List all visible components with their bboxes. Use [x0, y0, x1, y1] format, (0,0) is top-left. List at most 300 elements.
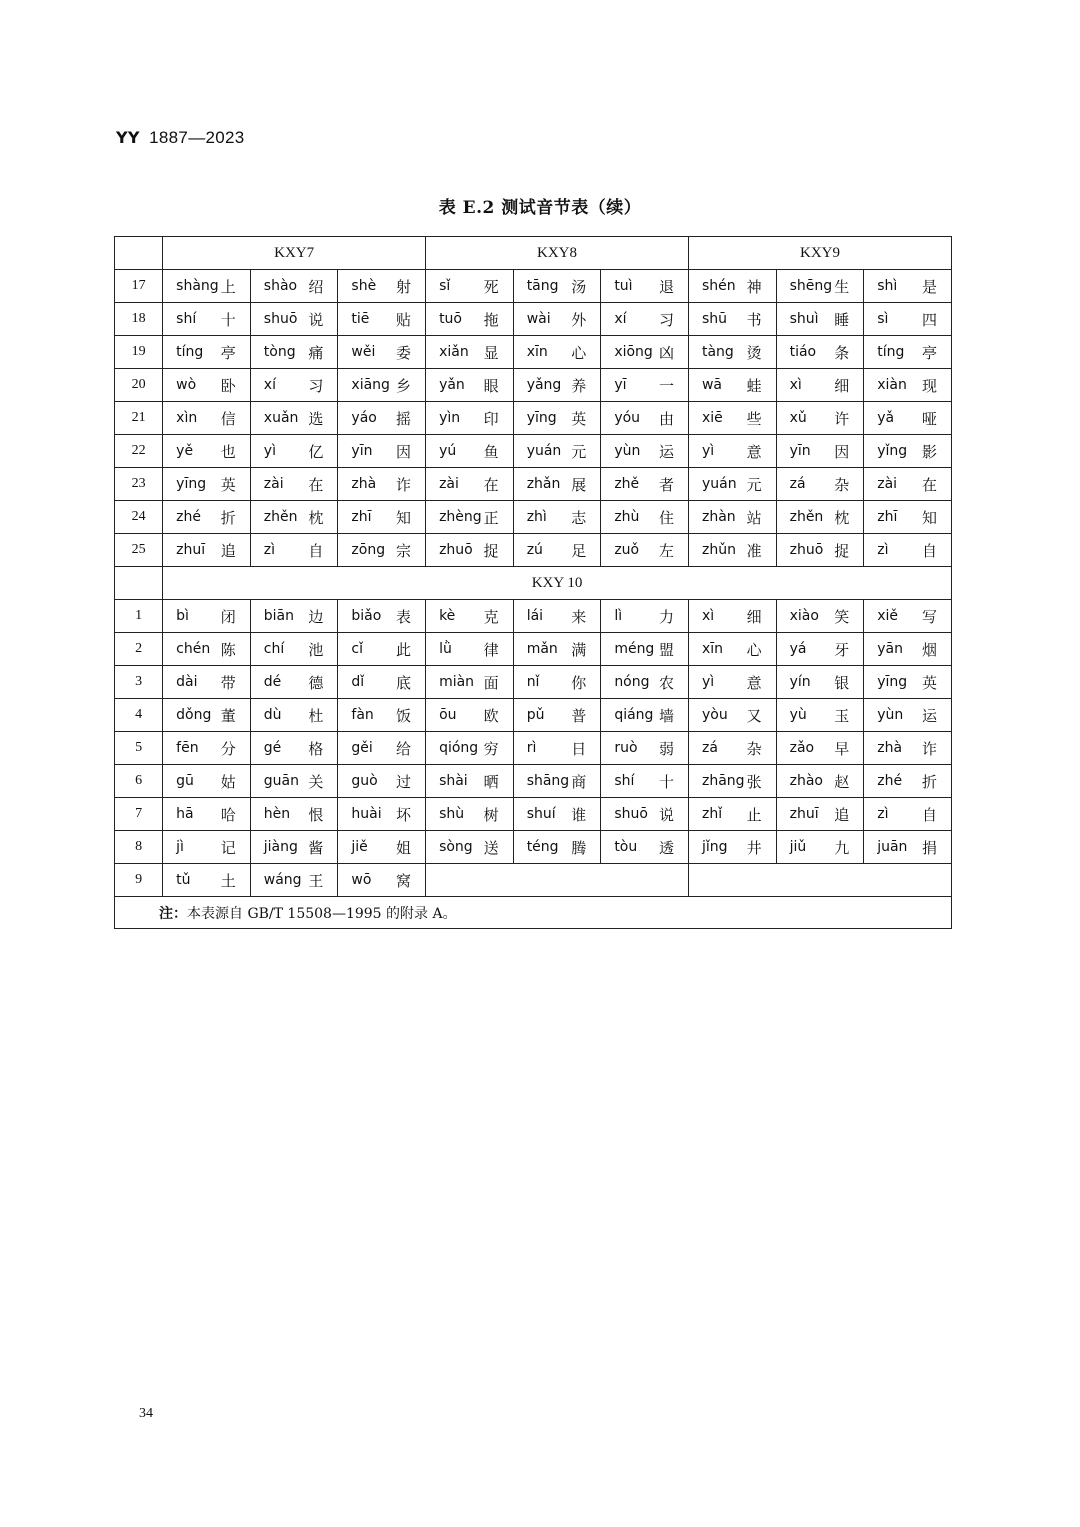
pinyin: xìn: [176, 410, 198, 426]
hanzi: 生: [834, 277, 850, 296]
hanzi: 满: [571, 640, 587, 659]
hanzi: 表: [396, 607, 412, 626]
pinyin: tòu: [614, 839, 638, 855]
hanzi: 英: [220, 475, 236, 494]
pinyin: tíng: [176, 344, 204, 360]
hanzi: 折: [921, 772, 937, 791]
table-row: [115, 633, 952, 666]
syllable-cell: [163, 435, 251, 468]
pinyin: guān: [263, 773, 299, 789]
hanzi: 谁: [571, 805, 587, 824]
hanzi: 又: [746, 706, 762, 725]
pinyin: zhǎn: [526, 476, 561, 492]
syllable-cell: [250, 864, 338, 897]
pinyin: zá: [789, 476, 806, 492]
syllable-cell: [513, 534, 601, 567]
pinyin: sì: [877, 311, 889, 327]
pinyin: yě: [176, 443, 194, 459]
syllable-cell: [864, 303, 952, 336]
syllable-cell: [426, 468, 514, 501]
syllable-cell: [513, 435, 601, 468]
hanzi: 拖: [483, 310, 499, 329]
pinyin: chí: [263, 641, 285, 657]
table-row: [115, 402, 952, 435]
syllable-cell: [250, 534, 338, 567]
row-number: 24: [115, 501, 163, 534]
pinyin: biān: [263, 608, 295, 624]
pinyin: sòng: [439, 839, 473, 855]
hanzi: 止: [746, 805, 762, 824]
pinyin: xuǎn: [263, 410, 299, 426]
syllable-cell: [688, 600, 776, 633]
pinyin: dé: [263, 674, 282, 690]
pinyin: xí: [614, 311, 627, 327]
syllable-cell: [250, 666, 338, 699]
syllable-cell: [601, 270, 689, 303]
syllable-cell: [688, 699, 776, 732]
syllable-cell: [776, 435, 864, 468]
syllable-cell: [776, 336, 864, 369]
hanzi: 早: [834, 739, 850, 758]
hanzi: 窝: [396, 871, 412, 890]
syllable-cell: [250, 831, 338, 864]
pinyin: gěi: [351, 740, 373, 756]
syllable-cell: [250, 600, 338, 633]
syllable-cell: [864, 600, 952, 633]
pinyin: téng: [526, 839, 559, 855]
syllable-cell: [250, 501, 338, 534]
hanzi: 折: [220, 508, 236, 527]
pinyin: zá: [701, 740, 718, 756]
syllable-cell: [601, 501, 689, 534]
pinyin: nóng: [614, 674, 650, 690]
row-number: 4: [115, 699, 163, 732]
syllable-cell: [601, 633, 689, 666]
pinyin: tuì: [614, 278, 633, 294]
pinyin: ruò: [614, 740, 638, 756]
syllable-cell: [776, 468, 864, 501]
hanzi: 杂: [746, 739, 762, 758]
group-title: KXY 10: [163, 567, 952, 600]
syllable-cell: [163, 765, 251, 798]
syllable-cell: [426, 435, 514, 468]
pinyin: tiáo: [789, 344, 817, 360]
pinyin: shè: [351, 278, 377, 294]
hanzi: 此: [396, 640, 412, 659]
pinyin: lǜ: [439, 641, 452, 657]
hanzi: 英: [571, 409, 587, 428]
note-label: 注：: [159, 905, 187, 922]
pinyin: biǎo: [351, 608, 382, 624]
row-number: 7: [115, 798, 163, 831]
pinyin: nǐ: [526, 674, 540, 690]
syllable-cell: [338, 864, 426, 897]
pinyin: cǐ: [351, 641, 363, 657]
syllable-cell: [601, 798, 689, 831]
syllable-cell: [513, 501, 601, 534]
hanzi: 选: [308, 409, 324, 428]
syllable-cell: [513, 336, 601, 369]
hanzi: 过: [396, 772, 412, 791]
pinyin: yīn: [789, 443, 811, 459]
hanzi: 在: [483, 475, 499, 494]
hanzi: 心: [571, 343, 587, 362]
hanzi: 来: [571, 607, 587, 626]
pinyin: zhé: [176, 509, 201, 525]
pinyin: zhèng: [439, 509, 482, 525]
pinyin: yīng: [176, 476, 207, 492]
pinyin: jiàng: [263, 839, 298, 855]
pinyin: guò: [351, 773, 378, 789]
syllable-cell: [426, 732, 514, 765]
pinyin: shì: [877, 278, 898, 294]
pinyin: shí: [614, 773, 635, 789]
syllable-cell: [338, 336, 426, 369]
table-row: [115, 501, 952, 534]
pinyin: yóu: [614, 410, 641, 426]
pinyin: zhuō: [439, 542, 473, 558]
pinyin: wò: [176, 377, 197, 393]
hanzi: 董: [220, 706, 236, 725]
hanzi: 也: [220, 442, 236, 461]
note-row: [115, 897, 952, 929]
pinyin: shuō: [614, 806, 648, 822]
hanzi: 捐: [921, 838, 937, 857]
hanzi: 意: [746, 442, 762, 461]
hanzi: 运: [921, 706, 937, 725]
pinyin: zhěn: [263, 509, 298, 525]
table-row: [115, 435, 952, 468]
syllable-cell: [776, 402, 864, 435]
hanzi: 养: [571, 376, 587, 395]
syllable-cell: [426, 270, 514, 303]
pinyin: yǎng: [526, 377, 562, 393]
syllable-cell: [250, 798, 338, 831]
hanzi: 亿: [308, 442, 324, 461]
syllable-cell: [338, 270, 426, 303]
syllable-cell: [426, 699, 514, 732]
pinyin: shū: [701, 311, 728, 327]
hanzi: 带: [220, 673, 236, 692]
syllable-cell: [513, 468, 601, 501]
row-number: 18: [115, 303, 163, 336]
pinyin: shù: [439, 806, 465, 822]
table-caption: 表 E.2 测试音节表（续）: [438, 198, 642, 218]
pinyin: zhuī: [176, 542, 206, 558]
hanzi: 知: [921, 508, 937, 527]
syllable-cell: [426, 633, 514, 666]
group-header-row: [115, 237, 952, 270]
hanzi: 因: [834, 442, 850, 461]
hanzi: 姑: [220, 772, 236, 791]
pinyin: yuán: [526, 443, 562, 459]
hanzi: 烫: [746, 343, 762, 362]
pinyin: yùn: [614, 443, 641, 459]
hanzi: 左: [658, 541, 674, 560]
syllable-cell: [338, 765, 426, 798]
hanzi: 亭: [220, 343, 236, 362]
pinyin: fàn: [351, 707, 374, 723]
syllable-cell: [250, 732, 338, 765]
hanzi: 细: [746, 607, 762, 626]
table-row: [115, 732, 952, 765]
pinyin: yín: [789, 674, 811, 690]
pinyin: zhī: [351, 509, 372, 525]
pinyin: yú: [439, 443, 457, 459]
pinyin: yīng: [526, 410, 557, 426]
hanzi: 条: [834, 343, 850, 362]
pinyin: hā: [176, 806, 194, 822]
pinyin: xiàn: [877, 377, 907, 393]
pinyin: wō: [351, 872, 372, 888]
pinyin: shào: [263, 278, 298, 294]
syllable-cell: [601, 699, 689, 732]
syllable-cell: [513, 666, 601, 699]
pinyin: yùn: [877, 707, 904, 723]
row-number: 21: [115, 402, 163, 435]
syllable-cell: [338, 402, 426, 435]
table-row: [115, 765, 952, 798]
pinyin: shài: [439, 773, 468, 789]
pinyin: shuí: [526, 806, 556, 822]
syllable-cell: [163, 666, 251, 699]
page-number: 34: [139, 1406, 153, 1421]
pinyin: zhǐ: [701, 806, 723, 822]
pinyin: xì: [789, 377, 802, 393]
pinyin: tàng: [701, 344, 734, 360]
hanzi: 亭: [921, 343, 937, 362]
pinyin: jǐng: [701, 839, 728, 855]
pinyin: méng: [614, 641, 655, 657]
syllable-cell: [338, 369, 426, 402]
syllable-cell: [688, 270, 776, 303]
row-number: 1: [115, 600, 163, 633]
syllable-cell: [163, 501, 251, 534]
syllable-cell: [776, 369, 864, 402]
pinyin: dǐ: [351, 674, 365, 690]
syllable-cell: [601, 303, 689, 336]
hanzi: 德: [308, 673, 324, 692]
group-title: KXY8: [426, 237, 689, 270]
syllable-cell: [601, 369, 689, 402]
syllable-cell: [513, 600, 601, 633]
table-row: [115, 831, 952, 864]
hanzi: 晒: [483, 772, 499, 791]
pinyin: zhì: [526, 509, 547, 525]
syllable-cell: [426, 798, 514, 831]
syllable-cell: [426, 666, 514, 699]
pinyin: yì: [701, 443, 715, 459]
syllable-cell: [688, 369, 776, 402]
hanzi: 现: [921, 376, 937, 395]
syllable-cell: [163, 534, 251, 567]
group-title: KXY9: [688, 237, 951, 270]
syllable-cell: [864, 732, 952, 765]
pinyin: tāng: [526, 278, 559, 294]
pinyin: xiào: [789, 608, 819, 624]
hanzi: 足: [571, 541, 587, 560]
pinyin: zhǔn: [701, 542, 736, 558]
syllable-cell: [338, 501, 426, 534]
hanzi: 关: [308, 772, 324, 791]
syllable-cell: [250, 699, 338, 732]
syllable-cell: [426, 336, 514, 369]
hanzi: 痛: [308, 343, 324, 362]
pinyin: shuō: [263, 311, 298, 327]
pinyin: zhuī: [789, 806, 819, 822]
pinyin: zhào: [789, 773, 823, 789]
syllable-cell: [513, 270, 601, 303]
hanzi: 杂: [834, 475, 850, 494]
pinyin: yī: [614, 377, 627, 393]
syllable-cell: [601, 402, 689, 435]
hanzi: 信: [220, 409, 236, 428]
syllable-cell: [426, 831, 514, 864]
syllable-cell: [688, 435, 776, 468]
hanzi: 边: [308, 607, 324, 626]
hanzi: 哑: [921, 409, 937, 428]
hanzi: 墙: [658, 706, 674, 725]
hanzi: 因: [396, 442, 412, 461]
syllable-cell: [776, 732, 864, 765]
hanzi: 穷: [483, 739, 499, 758]
hanzi: 哈: [220, 805, 236, 824]
syllable-cell: [513, 633, 601, 666]
hanzi: 追: [220, 541, 236, 560]
hanzi: 牙: [834, 640, 850, 659]
row-number: 5: [115, 732, 163, 765]
syllable-cell: [776, 633, 864, 666]
pinyin: huài: [351, 806, 382, 822]
hanzi: 追: [834, 805, 850, 824]
syllable-cell: [601, 435, 689, 468]
syllable-cell: [163, 336, 251, 369]
syllable-cell: [688, 765, 776, 798]
group-title: KXY7: [163, 237, 426, 270]
pinyin: jiǔ: [789, 839, 807, 855]
pinyin: zuǒ: [614, 542, 640, 558]
hanzi: 十: [220, 310, 236, 329]
hanzi: 赵: [834, 772, 850, 791]
pinyin: tòng: [263, 344, 296, 360]
row-number: 17: [115, 270, 163, 303]
syllable-cell: [864, 633, 952, 666]
hanzi: 自: [921, 805, 937, 824]
hanzi: 自: [921, 541, 937, 560]
pinyin: yǎ: [877, 410, 895, 426]
pinyin: yǐng: [877, 443, 908, 459]
table-row: [115, 336, 952, 369]
syllable-cell: [513, 699, 601, 732]
syllable-cell: [864, 831, 952, 864]
hanzi: 绍: [308, 277, 324, 296]
header-index-cell: [115, 567, 163, 600]
hanzi: 显: [483, 343, 499, 362]
pinyin: dài: [176, 674, 198, 690]
table-row: [115, 699, 952, 732]
syllable-cell: [864, 765, 952, 798]
syllable-cell: [513, 798, 601, 831]
syllable-cell: [864, 468, 952, 501]
syllable-cell: [250, 633, 338, 666]
hanzi: 元: [571, 442, 587, 461]
syllable-cell: [163, 831, 251, 864]
pinyin: xiǎn: [439, 344, 469, 360]
hanzi: 张: [746, 772, 762, 791]
pinyin: yìn: [439, 410, 461, 426]
pinyin: yì: [701, 674, 715, 690]
pinyin: zhě: [614, 476, 640, 492]
hanzi: 由: [658, 409, 674, 428]
table-row: [115, 534, 952, 567]
standard-number: 1887—2023: [149, 128, 245, 147]
syllable-cell: [688, 831, 776, 864]
syllable-cell: [338, 666, 426, 699]
hanzi: 影: [921, 442, 937, 461]
pinyin: xiě: [877, 608, 899, 624]
syllable-cell: [338, 435, 426, 468]
hanzi: 送: [483, 838, 499, 857]
pinyin: bì: [176, 608, 189, 624]
syllable-cell: [513, 831, 601, 864]
syllable-cell: [864, 369, 952, 402]
pinyin: yì: [263, 443, 276, 459]
hanzi: 准: [746, 541, 762, 560]
row-number: 3: [115, 666, 163, 699]
syllable-table: [114, 236, 952, 929]
syllable-cell: [776, 501, 864, 534]
pinyin: xí: [263, 377, 276, 393]
hanzi: 者: [658, 475, 674, 494]
hanzi: 一: [658, 376, 674, 395]
row-number: 22: [115, 435, 163, 468]
hanzi: 自: [308, 541, 324, 560]
pinyin: fēn: [176, 740, 199, 756]
table-note: [115, 897, 952, 929]
syllable-cell: [688, 336, 776, 369]
pinyin: hèn: [263, 806, 291, 822]
hanzi: 面: [483, 673, 499, 692]
pinyin: zhàn: [701, 509, 736, 525]
hanzi: 些: [746, 409, 762, 428]
syllable-cell: [601, 534, 689, 567]
hanzi: 分: [220, 739, 236, 758]
hanzi: 许: [834, 409, 850, 428]
hanzi: 恨: [308, 805, 324, 824]
hanzi: 汤: [571, 277, 587, 296]
hanzi: 展: [571, 475, 587, 494]
hanzi: 捉: [834, 541, 850, 560]
hanzi: 英: [921, 673, 937, 692]
syllable-cell: [163, 600, 251, 633]
pinyin: gé: [263, 740, 282, 756]
hanzi: 写: [921, 607, 937, 626]
pinyin: zōng: [351, 542, 386, 558]
syllable-cell: [864, 402, 952, 435]
syllable-cell: [601, 336, 689, 369]
hanzi: 饭: [396, 706, 412, 725]
pinyin: yǎn: [439, 377, 465, 393]
syllable-cell: [163, 798, 251, 831]
hanzi: 农: [658, 673, 674, 692]
hanzi: 正: [483, 508, 499, 527]
hanzi: 卧: [220, 376, 236, 395]
pinyin: yù: [789, 707, 807, 723]
hanzi: 力: [658, 607, 674, 626]
syllable-cell: [250, 435, 338, 468]
syllable-cell: [688, 468, 776, 501]
hanzi: 枕: [834, 508, 850, 527]
